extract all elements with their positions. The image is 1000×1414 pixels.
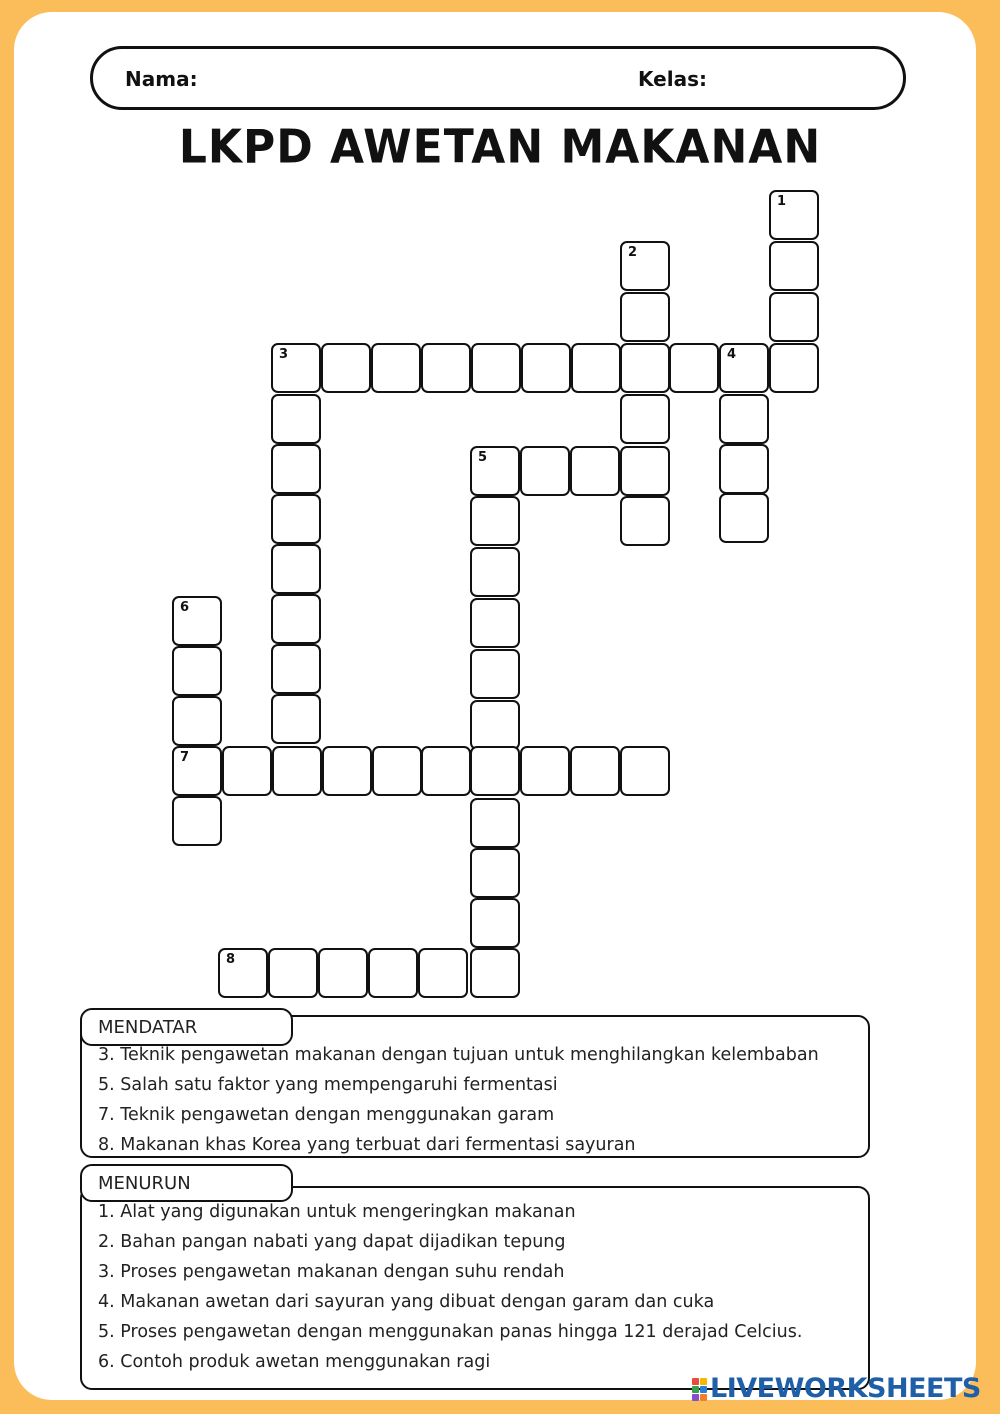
name-class-bar (90, 46, 906, 110)
crossword-cell[interactable] (571, 343, 621, 393)
brand-name: LIVEWORKSHEETS (710, 1373, 981, 1404)
down-heading: MENURUN (80, 1164, 293, 1202)
liveworksheets-logo[interactable] (690, 1373, 990, 1407)
clue-number: 5 (478, 450, 488, 465)
crossword-cell[interactable] (271, 343, 321, 393)
crossword-cell[interactable] (421, 746, 471, 796)
crossword-cell[interactable] (271, 494, 321, 544)
crossword-cell[interactable] (719, 444, 769, 494)
crossword-cell[interactable] (271, 394, 321, 444)
crossword-cell[interactable] (222, 746, 272, 796)
crossword-cell[interactable] (620, 292, 670, 342)
crossword-cell[interactable] (470, 547, 520, 597)
clue-number: 1 (777, 194, 787, 209)
crossword-cell[interactable] (268, 948, 318, 998)
clue-number: 6 (180, 600, 190, 615)
crossword-cell[interactable] (470, 649, 520, 699)
crossword-cell[interactable] (719, 394, 769, 444)
crossword-cell[interactable] (470, 898, 520, 948)
crossword-cell[interactable] (620, 746, 670, 796)
crossword-cell[interactable] (421, 343, 471, 393)
crossword-cell[interactable] (521, 343, 571, 393)
crossword-cell[interactable] (470, 700, 520, 750)
crossword-cell[interactable] (669, 343, 719, 393)
crossword-cell[interactable] (372, 746, 422, 796)
down-clue-1: 1. Alat yang digunakan untuk mengeringkan makanan (98, 1202, 576, 1222)
crossword-cell[interactable] (470, 948, 520, 998)
down-clue-5: 5. Proses pengawetan dengan menggunakan panas hingga 121 derajad Celcius. (98, 1322, 803, 1342)
across-clue-8: 8. Makanan khas Korea yang terbuat dari fermentasi sayuran (98, 1135, 636, 1155)
name-label: Nama: (125, 67, 198, 91)
crossword-cell[interactable] (520, 446, 570, 496)
crossword-cell[interactable] (620, 241, 670, 291)
across-heading: MENDATAR (80, 1008, 293, 1046)
crossword-cell[interactable] (271, 444, 321, 494)
crossword-cell[interactable] (769, 190, 819, 240)
crossword-cell[interactable] (322, 746, 372, 796)
crossword-cell[interactable] (172, 696, 222, 746)
crossword-cell[interactable] (172, 646, 222, 696)
crossword-cell[interactable] (570, 746, 620, 796)
clue-number: 2 (628, 245, 638, 260)
crossword-cell[interactable] (470, 746, 520, 796)
down-clue-2: 2. Bahan pangan nabati yang dapat dijadikan tepung (98, 1232, 566, 1252)
crossword-cell[interactable] (470, 496, 520, 546)
crossword-cell[interactable] (620, 496, 670, 546)
clue-number: 8 (226, 952, 236, 967)
crossword-cell[interactable] (470, 598, 520, 648)
class-label: Kelas: (638, 67, 707, 91)
clue-number: 3 (279, 347, 289, 362)
crossword-cell[interactable] (418, 948, 468, 998)
crossword-cell[interactable] (620, 394, 670, 444)
crossword-cell[interactable] (271, 694, 321, 744)
across-clue-7: 7. Teknik pengawetan dengan menggunakan garam (98, 1105, 555, 1125)
crossword-cell[interactable] (520, 746, 570, 796)
page-title: LKPD AWETAN MAKANAN (178, 120, 822, 175)
down-clue-6: 6. Contoh produk awetan menggunakan ragi (98, 1352, 491, 1372)
crossword-cell[interactable] (719, 493, 769, 543)
crossword-cell[interactable] (769, 241, 819, 291)
clue-number: 4 (727, 347, 737, 362)
crossword-cell[interactable] (271, 644, 321, 694)
liveworksheets-logo-icon (692, 1378, 708, 1402)
crossword-cell[interactable] (570, 446, 620, 496)
crossword-cell[interactable] (172, 746, 222, 796)
down-clue-4: 4. Makanan awetan dari sayuran yang dibuat dengan garam dan cuka (98, 1292, 715, 1312)
crossword-cell[interactable] (318, 948, 368, 998)
crossword-cell[interactable] (368, 948, 418, 998)
crossword-cell[interactable] (620, 446, 670, 496)
across-clue-5: 5. Salah satu faktor yang mempengaruhi fermentasi (98, 1075, 558, 1095)
crossword-cell[interactable] (620, 343, 670, 393)
crossword-cell[interactable] (271, 594, 321, 644)
crossword-cell[interactable] (719, 343, 769, 393)
crossword-cell[interactable] (321, 343, 371, 393)
crossword-cell[interactable] (470, 446, 520, 496)
across-clue-3: 3. Teknik pengawetan makanan dengan tujuan untuk menghilangkan kelembaban (98, 1045, 819, 1065)
crossword-cell[interactable] (218, 948, 268, 998)
crossword-cell[interactable] (470, 848, 520, 898)
crossword-cell[interactable] (172, 796, 222, 846)
down-clue-3: 3. Proses pengawetan makanan dengan suhu rendah (98, 1262, 565, 1282)
crossword-cell[interactable] (172, 596, 222, 646)
crossword-cell[interactable] (272, 746, 322, 796)
crossword-cell[interactable] (470, 798, 520, 848)
clue-number: 7 (180, 750, 190, 765)
crossword-cell[interactable] (371, 343, 421, 393)
crossword-cell[interactable] (769, 343, 819, 393)
crossword-cell[interactable] (471, 343, 521, 393)
crossword-cell[interactable] (271, 544, 321, 594)
crossword-cell[interactable] (769, 292, 819, 342)
